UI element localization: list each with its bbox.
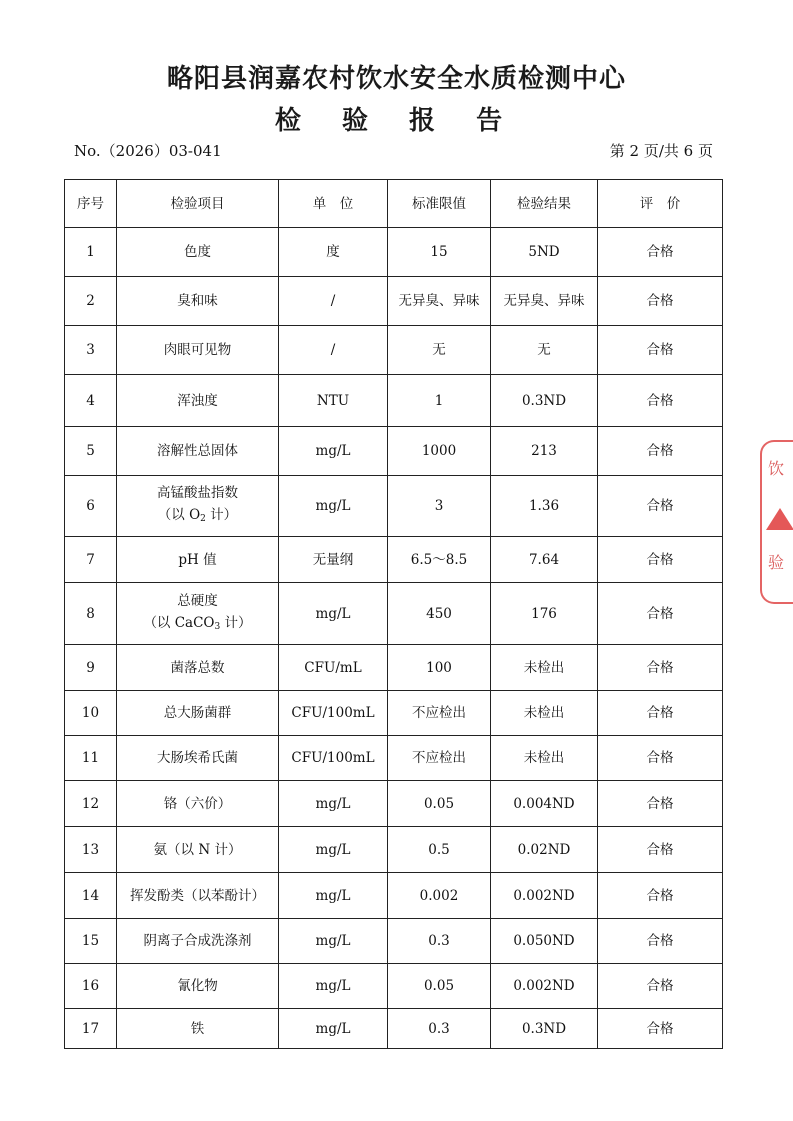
table-row bbox=[65, 964, 723, 1009]
cell-unit-text: mg/L bbox=[315, 887, 351, 904]
cell-result bbox=[491, 537, 598, 583]
cell-unit-text: 无量纲 bbox=[312, 551, 354, 568]
cell-evaluation bbox=[598, 645, 723, 691]
cell-item-text: 挥发酚类（以苯酚计） bbox=[130, 887, 265, 904]
cell-result bbox=[491, 691, 598, 736]
cell-item-text: 臭和味 bbox=[177, 293, 218, 309]
report-title: 检 验 报 告 bbox=[274, 106, 519, 136]
cell-result bbox=[491, 1009, 598, 1049]
header-cell-no: 序号 bbox=[65, 180, 117, 228]
cell-limit bbox=[388, 476, 491, 537]
cell-item bbox=[117, 736, 279, 781]
table-row bbox=[65, 375, 723, 427]
table-row bbox=[65, 583, 723, 645]
cell-evaluation bbox=[598, 781, 723, 827]
cell-unit-text: CFU/mL bbox=[304, 659, 362, 676]
cell-item-note-suffix: 计） bbox=[205, 507, 238, 523]
cell-result-text: 未检出 bbox=[523, 705, 565, 721]
cell-item bbox=[117, 873, 279, 919]
cell-unit bbox=[279, 476, 388, 537]
cell-no-text: 16 bbox=[81, 978, 100, 994]
cell-unit bbox=[279, 736, 388, 781]
cell-result-text: 0.3ND bbox=[521, 392, 567, 409]
cell-evaluation bbox=[598, 228, 723, 277]
cell-item bbox=[117, 427, 279, 476]
cell-evaluation-text: 合格 bbox=[646, 1020, 674, 1037]
cell-no bbox=[65, 375, 117, 427]
cell-result-text: 无异臭、异味 bbox=[503, 293, 585, 309]
cell-item-text: 铬（六价） bbox=[163, 795, 232, 812]
seal-char-top: 饮 bbox=[768, 459, 785, 478]
cell-item-text: 浑浊度 bbox=[177, 392, 218, 409]
cell-item-text: 菌落总数 bbox=[170, 659, 225, 676]
cell-item bbox=[117, 537, 279, 583]
cell-evaluation bbox=[598, 736, 723, 781]
cell-evaluation bbox=[598, 1009, 723, 1049]
cell-evaluation-text: 合格 bbox=[646, 392, 674, 409]
cell-result bbox=[491, 476, 598, 537]
cell-result bbox=[491, 919, 598, 964]
cell-item-text: 总硬度 bbox=[177, 592, 218, 609]
cell-result-text: 0.002ND bbox=[513, 978, 575, 994]
cell-unit bbox=[279, 375, 388, 427]
cell-no-text: 13 bbox=[81, 841, 100, 858]
cell-evaluation-text: 合格 bbox=[646, 498, 674, 514]
cell-item bbox=[117, 827, 279, 873]
cell-result bbox=[491, 326, 598, 375]
cell-result bbox=[491, 228, 598, 277]
cell-item bbox=[117, 964, 279, 1009]
table-row bbox=[65, 476, 723, 537]
cell-evaluation-text: 合格 bbox=[646, 841, 674, 858]
cell-limit-text: 无异臭、异味 bbox=[398, 293, 480, 309]
cell-item-text: 溶解性总固体 bbox=[157, 443, 238, 459]
cell-unit bbox=[279, 691, 388, 736]
page-indicator: 第 2 页/共 6 页 bbox=[609, 142, 713, 160]
cell-item-text: 色度 bbox=[184, 244, 211, 260]
cell-item bbox=[117, 1009, 279, 1049]
cell-item bbox=[117, 781, 279, 827]
table-body bbox=[65, 228, 723, 1049]
cell-unit bbox=[279, 583, 388, 645]
cell-limit bbox=[388, 583, 491, 645]
cell-item-text: pH 值 bbox=[178, 551, 217, 568]
cell-evaluation-text: 合格 bbox=[646, 244, 674, 260]
cell-limit-text: 1000 bbox=[421, 443, 457, 459]
cell-no-text: 6 bbox=[86, 498, 95, 514]
table-row bbox=[65, 827, 723, 873]
cell-no bbox=[65, 781, 117, 827]
table-row bbox=[65, 326, 723, 375]
cell-no bbox=[65, 873, 117, 919]
header-cell-limit: 标准限值 bbox=[388, 180, 491, 228]
table-row bbox=[65, 736, 723, 781]
cell-limit bbox=[388, 537, 491, 583]
cell-evaluation bbox=[598, 583, 723, 645]
cell-no-text: 15 bbox=[81, 933, 100, 949]
cell-limit bbox=[388, 964, 491, 1009]
cell-evaluation bbox=[598, 827, 723, 873]
cell-evaluation bbox=[598, 919, 723, 964]
cell-no bbox=[65, 645, 117, 691]
cell-result-text: 5ND bbox=[528, 244, 560, 260]
cell-limit bbox=[388, 736, 491, 781]
cell-limit-text: 3 bbox=[434, 498, 444, 514]
cell-item-note-suffix: 计） bbox=[220, 614, 252, 631]
cell-unit-text: mg/L bbox=[315, 841, 351, 858]
cell-limit bbox=[388, 919, 491, 964]
cell-unit bbox=[279, 228, 388, 277]
cell-evaluation bbox=[598, 277, 723, 326]
cell-unit-text: 度 bbox=[326, 244, 340, 260]
cell-evaluation bbox=[598, 427, 723, 476]
cell-evaluation-text: 合格 bbox=[646, 887, 674, 904]
cell-unit-text: CFU/100mL bbox=[291, 705, 375, 721]
cell-item bbox=[117, 919, 279, 964]
cell-no bbox=[65, 476, 117, 537]
cell-item bbox=[117, 375, 279, 427]
table-row bbox=[65, 645, 723, 691]
cell-evaluation-text: 合格 bbox=[646, 293, 674, 309]
cell-no bbox=[65, 427, 117, 476]
cell-item bbox=[117, 645, 279, 691]
cell-unit bbox=[279, 827, 388, 873]
cell-unit bbox=[279, 277, 388, 326]
cell-unit-text: mg/L bbox=[315, 1020, 351, 1037]
cell-evaluation-text: 合格 bbox=[646, 978, 674, 994]
cell-result bbox=[491, 583, 598, 645]
cell-item bbox=[117, 691, 279, 736]
cell-unit-text: / bbox=[330, 293, 336, 309]
cell-evaluation bbox=[598, 537, 723, 583]
table-header-row bbox=[65, 180, 723, 228]
cell-no bbox=[65, 827, 117, 873]
results-table bbox=[64, 179, 723, 1049]
cell-evaluation bbox=[598, 691, 723, 736]
cell-limit-text: 0.5 bbox=[428, 841, 450, 858]
cell-limit bbox=[388, 375, 491, 427]
cell-limit bbox=[388, 277, 491, 326]
cell-limit bbox=[388, 645, 491, 691]
cell-result bbox=[491, 781, 598, 827]
cell-result-text: 213 bbox=[531, 443, 557, 459]
cell-item-note: （以 CaCO bbox=[143, 614, 215, 631]
cell-unit-text: CFU/100mL bbox=[291, 750, 375, 766]
cell-result-text: 未检出 bbox=[523, 659, 565, 676]
cell-limit bbox=[388, 228, 491, 277]
cell-evaluation bbox=[598, 326, 723, 375]
header-cell-unit: 单 位 bbox=[279, 180, 388, 228]
table-row bbox=[65, 1009, 723, 1049]
cell-item-text: 高锰酸盐指数 bbox=[157, 485, 238, 501]
cell-result-text: 7.64 bbox=[528, 551, 560, 568]
cell-result-text: 未检出 bbox=[523, 750, 565, 766]
cell-limit-text: 0.3 bbox=[428, 933, 450, 949]
cell-result-text: 0.050ND bbox=[513, 933, 575, 949]
cell-unit-text: NTU bbox=[316, 392, 350, 409]
cell-no-text: 14 bbox=[81, 887, 100, 904]
cell-evaluation-text: 合格 bbox=[646, 795, 674, 812]
header-cell-evaluation: 评 价 bbox=[598, 180, 723, 228]
cell-limit-text: 0.05 bbox=[423, 795, 455, 812]
cell-result-text: 0.02ND bbox=[517, 841, 571, 858]
cell-limit bbox=[388, 691, 491, 736]
cell-no-text: 8 bbox=[86, 605, 95, 622]
cell-limit bbox=[388, 827, 491, 873]
table-row bbox=[65, 427, 723, 476]
cell-item bbox=[117, 277, 279, 326]
cell-item bbox=[117, 228, 279, 277]
cell-no bbox=[65, 277, 117, 326]
cell-unit bbox=[279, 873, 388, 919]
cell-limit-text: 0.3 bbox=[428, 1020, 450, 1037]
cell-unit-text: mg/L bbox=[315, 605, 351, 622]
table-row bbox=[65, 691, 723, 736]
cell-no bbox=[65, 583, 117, 645]
cell-limit bbox=[388, 427, 491, 476]
cell-limit-text: 15 bbox=[430, 244, 448, 260]
cell-no bbox=[65, 964, 117, 1009]
cell-limit bbox=[388, 873, 491, 919]
cell-evaluation-text: 合格 bbox=[646, 342, 674, 358]
cell-unit-text: / bbox=[330, 342, 336, 358]
cell-result-text: 0.3ND bbox=[521, 1020, 567, 1037]
cell-item-note: （以 O bbox=[157, 507, 201, 523]
cell-no bbox=[65, 919, 117, 964]
cell-limit bbox=[388, 1009, 491, 1049]
seal-char-bottom: 验 bbox=[768, 553, 785, 572]
cell-result-text: 0.002ND bbox=[513, 887, 575, 904]
seal-star-icon bbox=[766, 508, 793, 530]
cell-no-text: 3 bbox=[86, 342, 95, 358]
cell-item-text: 氰化物 bbox=[177, 978, 218, 994]
cell-unit bbox=[279, 645, 388, 691]
cell-limit-text: 6.5～8.5 bbox=[410, 551, 468, 568]
cell-item-text: 氨（以 N 计） bbox=[153, 841, 242, 858]
cell-item bbox=[117, 326, 279, 375]
cell-limit-text: 0.002 bbox=[419, 887, 459, 904]
cell-no bbox=[65, 691, 117, 736]
cell-no-text: 5 bbox=[86, 443, 95, 459]
cell-limit-text: 100 bbox=[426, 659, 452, 676]
header-cell-result: 检验结果 bbox=[491, 180, 598, 228]
cell-result-text: 0.004ND bbox=[513, 795, 575, 812]
cell-limit-text: 0.05 bbox=[423, 978, 455, 994]
cell-unit bbox=[279, 427, 388, 476]
cell-item-text: 铁 bbox=[190, 1020, 205, 1037]
table-row bbox=[65, 781, 723, 827]
cell-limit-text: 不应检出 bbox=[412, 750, 466, 766]
cell-no bbox=[65, 228, 117, 277]
cell-result-text: 1.36 bbox=[528, 498, 560, 514]
cell-unit bbox=[279, 919, 388, 964]
table-row bbox=[65, 277, 723, 326]
cell-evaluation-text: 合格 bbox=[646, 443, 674, 459]
cell-item-text: 阴离子合成洗涤剂 bbox=[143, 933, 252, 949]
cell-evaluation bbox=[598, 476, 723, 537]
cell-item bbox=[117, 583, 279, 645]
cell-unit-text: mg/L bbox=[315, 978, 351, 994]
cell-result-text: 无 bbox=[537, 342, 551, 358]
table-row bbox=[65, 537, 723, 583]
cell-result bbox=[491, 645, 598, 691]
cell-result-text: 176 bbox=[531, 605, 557, 622]
cell-item-text: 大肠埃希氏菌 bbox=[157, 750, 238, 766]
cell-item bbox=[117, 476, 279, 537]
organization-title: 略阳县润嘉农村饮水安全水质检测中心 bbox=[166, 64, 626, 94]
cell-result bbox=[491, 277, 598, 326]
table-row bbox=[65, 228, 723, 277]
cell-no bbox=[65, 736, 117, 781]
cell-unit bbox=[279, 1009, 388, 1049]
table-row bbox=[65, 919, 723, 964]
cell-result bbox=[491, 375, 598, 427]
cell-limit-text: 无 bbox=[432, 342, 446, 358]
cell-evaluation-text: 合格 bbox=[646, 605, 674, 622]
cell-no-text: 17 bbox=[81, 1020, 100, 1037]
table-row bbox=[65, 873, 723, 919]
cell-result bbox=[491, 827, 598, 873]
cell-no-text: 2 bbox=[86, 293, 95, 309]
cell-unit bbox=[279, 964, 388, 1009]
cell-evaluation-text: 合格 bbox=[646, 750, 674, 766]
cell-evaluation bbox=[598, 375, 723, 427]
cell-unit bbox=[279, 326, 388, 375]
cell-limit-text: 1 bbox=[434, 392, 444, 409]
cell-no bbox=[65, 1009, 117, 1049]
cell-unit bbox=[279, 537, 388, 583]
cell-limit-text: 450 bbox=[426, 605, 452, 622]
cell-no-text: 11 bbox=[81, 750, 100, 766]
cell-no-text: 10 bbox=[81, 705, 100, 721]
cell-result bbox=[491, 427, 598, 476]
cell-item-note-subscript: 3 bbox=[214, 621, 221, 632]
cell-no-text: 1 bbox=[86, 244, 95, 260]
cell-evaluation bbox=[598, 873, 723, 919]
cell-item-text: 总大肠菌群 bbox=[163, 705, 232, 721]
cell-limit bbox=[388, 326, 491, 375]
cell-no-text: 9 bbox=[86, 659, 95, 676]
header-cell-item: 检验项目 bbox=[117, 180, 279, 228]
cell-result bbox=[491, 873, 598, 919]
cell-no bbox=[65, 326, 117, 375]
cell-evaluation-text: 合格 bbox=[646, 705, 674, 721]
official-seal bbox=[760, 440, 793, 604]
cell-no-text: 7 bbox=[86, 551, 95, 568]
cell-evaluation-text: 合格 bbox=[646, 551, 674, 568]
cell-unit-text: mg/L bbox=[315, 498, 351, 514]
cell-limit-text: 不应检出 bbox=[412, 705, 466, 721]
cell-no-text: 12 bbox=[81, 795, 100, 812]
cell-item-text: 肉眼可见物 bbox=[163, 342, 232, 358]
cell-limit bbox=[388, 781, 491, 827]
cell-unit-text: mg/L bbox=[315, 795, 351, 812]
cell-no bbox=[65, 537, 117, 583]
cell-result bbox=[491, 736, 598, 781]
report-number: No.（2026）03-041 bbox=[74, 142, 222, 160]
cell-item-note-subscript: 2 bbox=[200, 514, 206, 524]
cell-unit-text: mg/L bbox=[315, 443, 351, 459]
cell-no-text: 4 bbox=[86, 392, 95, 409]
cell-unit bbox=[279, 781, 388, 827]
cell-result bbox=[491, 964, 598, 1009]
cell-evaluation-text: 合格 bbox=[646, 933, 674, 949]
cell-evaluation-text: 合格 bbox=[646, 659, 674, 676]
cell-unit-text: mg/L bbox=[315, 933, 351, 949]
cell-evaluation bbox=[598, 964, 723, 1009]
